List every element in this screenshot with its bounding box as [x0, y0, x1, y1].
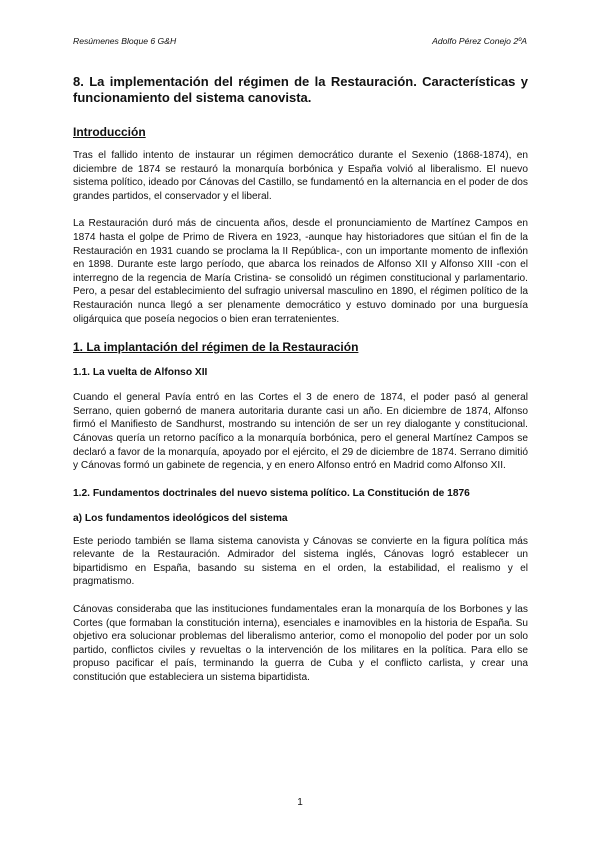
section-1-1-heading: 1.1. La vuelta de Alfonso XII [73, 367, 208, 379]
section-1-heading: 1. La implantación del régimen de la Restauración [73, 340, 359, 355]
intro-paragraph-2: La Restauración duró más de cincuenta años, desde el pronunciamiento de Martínez Campos en 1874 hasta el golpe de Primo de Rivera en 1923, -aunque hay historiadores que sitúan el fin de la Restauración en 1931 cuando se proclama la II República-, con un importante momento de inflexión en 1898. Durante este largo período, que abarca los reinados de Alfonso XII y Alfonso XIII -con el interregno de la regencia de María Cristina- se consolidó un régimen constitucional y parlamentario. Pero, a pesar del establecimiento del sufragio universal masculino en 1890, el régimen político de la Restauración nunca llegó a ser plenamente democrático y estuvo dominado por una burguesía oligárquica que poseía negocios o bien eran terratenientes. [73, 218, 528, 325]
section-1-2-paragraph-1: Este periodo también se llama sistema canovista y Cánovas se convierte en la figura política más relevante de la Restauración. Admirador del sistema inglés, Cánovas logró establecer un bipartidismo en España, basando su sistema en el orden, la estabilidad, el realismo y el pragmatismo. [73, 535, 528, 588]
section-1-2-heading: 1.2. Fundamentos doctrinales del nuevo sistema político. La Constitución de 1876 [73, 487, 470, 499]
page-header [73, 36, 527, 46]
header-left: Resúmenes Bloque 6 G&H [73, 36, 177, 46]
intro-paragraph-1: Tras el fallido intento de instaurar un régimen democrático durante el Sexenio (1868-1874), en diciembre de 1874 se restauró la monarquía borbónica y España volvió al liberalismo. El nuevo sistema político, ideado por Cánovas del Castillo, se fundamentó en la alternancia en el poder de dos grandes partidos, el conservador y el liberal. [73, 150, 528, 202]
intro-heading: Introducción [73, 125, 146, 139]
section-1-1-paragraph: Cuando el general Pavía entró en las Cortes el 3 de enero de 1874, el poder pasó al general Serrano, quien gobernó de manera autoritaria durante casi un año. En diciembre de 1874, Alfonso firmó el Manifiesto de Sandhurst, mostrando su intención de ser un rey dialogante y constitucional. Cánovas quería un retorno pacífico a la monarquía borbónica, pero el general Martínez Campos se declaró a favor de la monarquía, apoyado por el ejército, el 29 de diciembre de 1874. Serrano dimitió y Cánovas formó un gabinete de regencia, y en enero Alfonso entró en Madrid como Alfonso XII. [73, 392, 528, 472]
page-number: 1 [297, 797, 303, 808]
header-right: Adolfo Pérez Conejo 2ºA [432, 36, 527, 46]
document-title: 8. La implementación del régimen de la Restauración. Características y funcionamiento del sistema canovista. [73, 74, 528, 105]
document-body [73, 74, 528, 699]
section-1-2-a-heading: a) Los fundamentos ideológicos del sistema [73, 512, 288, 524]
section-1-2-paragraph-2: Cánovas consideraba que las instituciones fundamentales eran la monarquía de los Borbones y las Cortes (que formaban la constitución interna), esenciales e inamovibles en la historia de España. Su objetivo era solucionar problemas del liberalismo anterior, como el monopolio del poder por un solo partido, conflictos civiles y revueltas o la intervención de los militares en la política. Para ello se propuso pacificar el país, terminando la guerra de Cuba y el conflicto carlista, y crear una constitución que estableciera un sistema bipartidista. [73, 604, 528, 684]
